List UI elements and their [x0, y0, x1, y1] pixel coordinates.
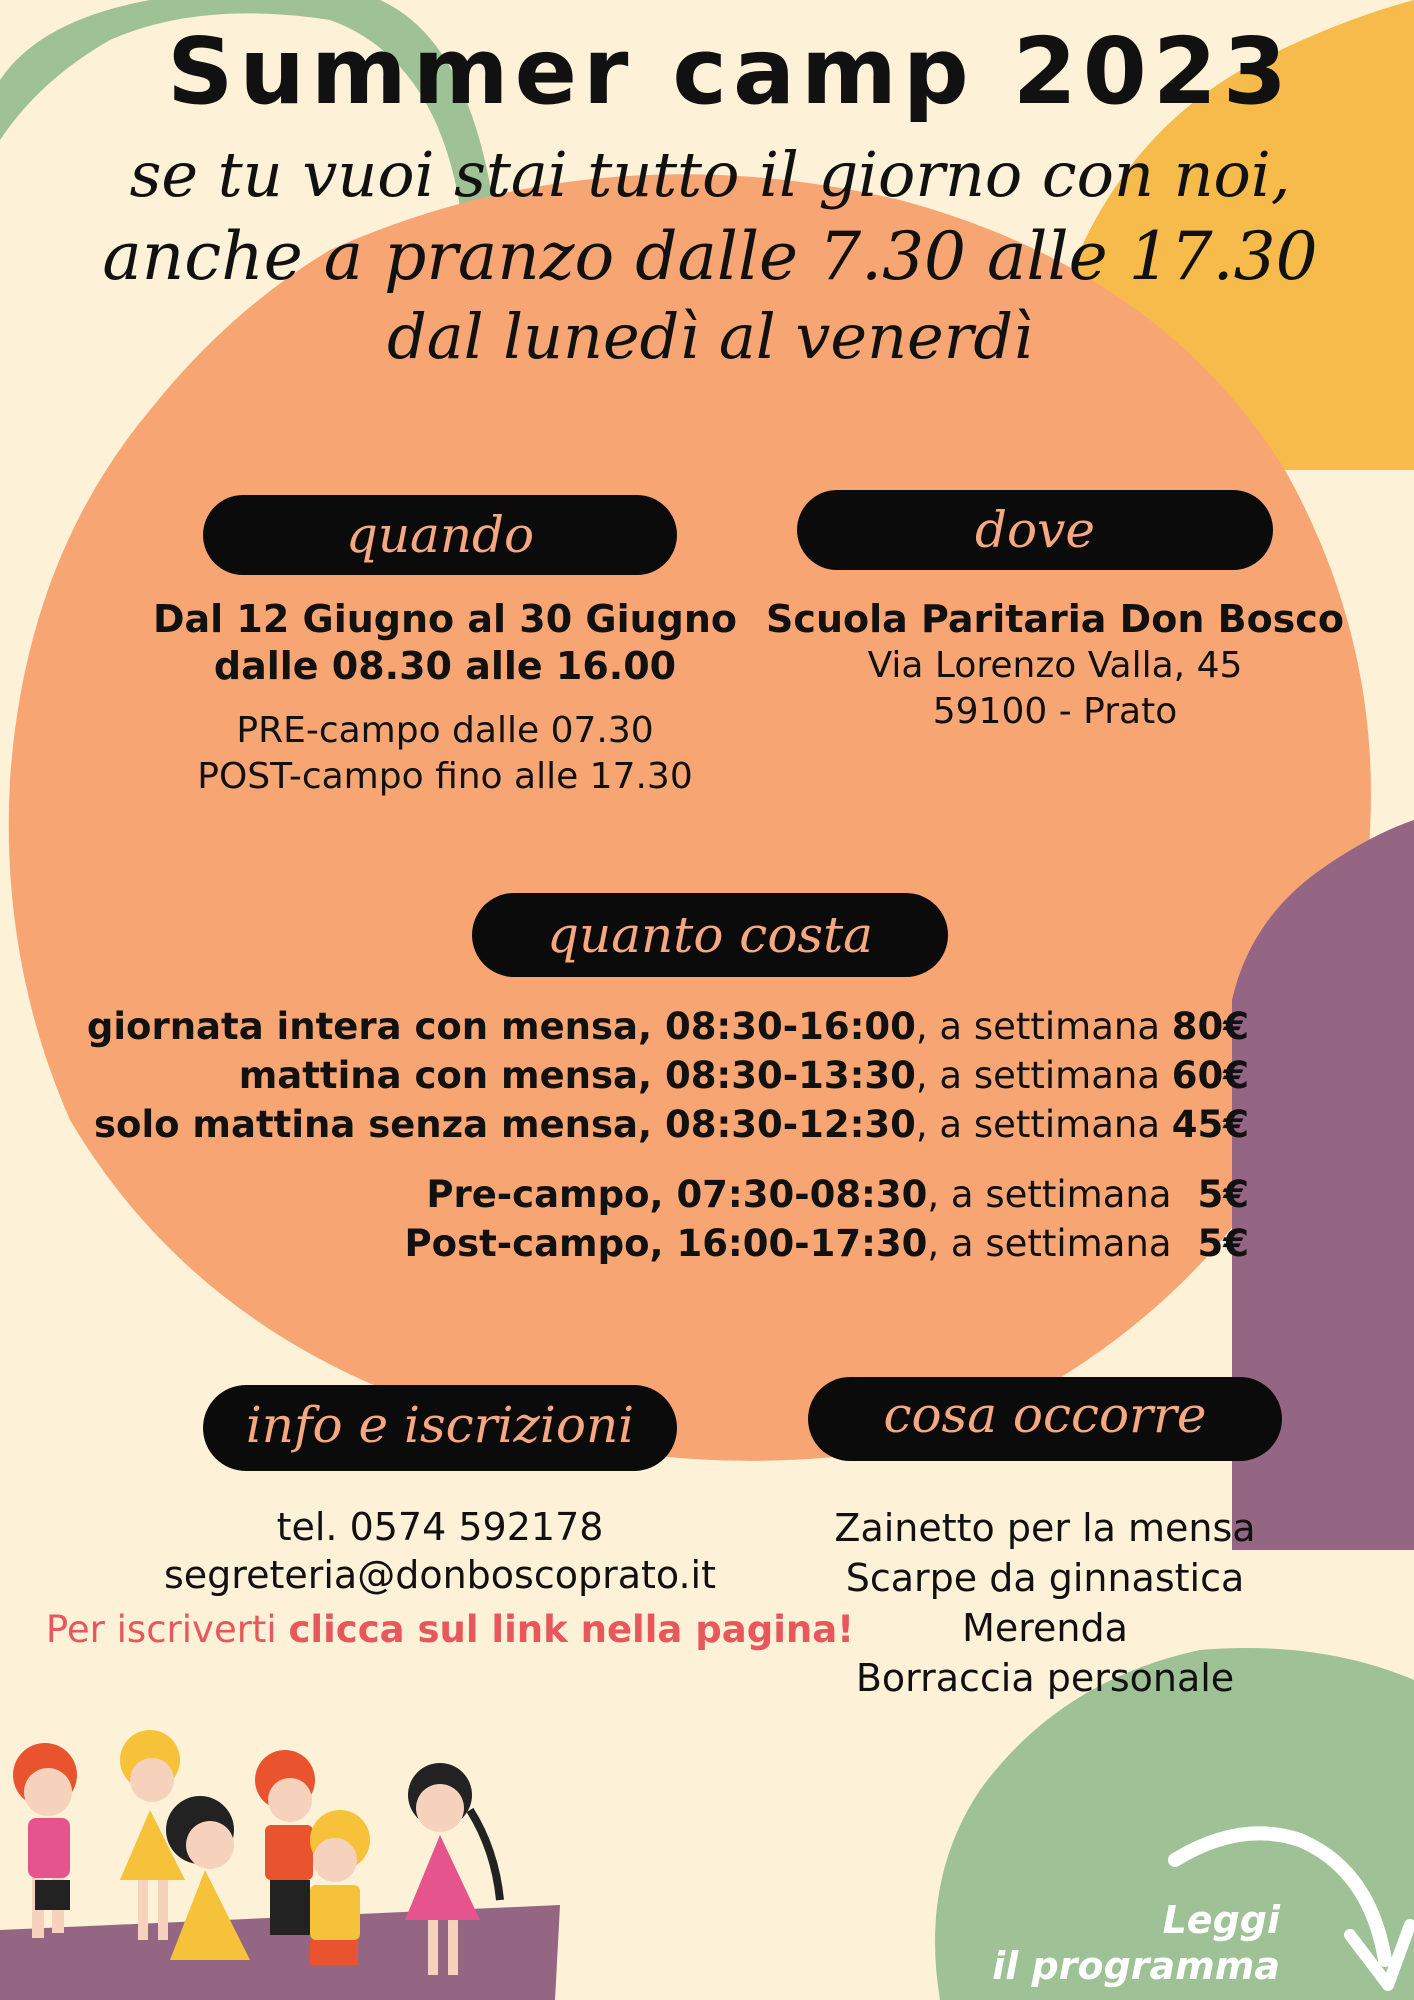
register-prefix: Per iscriverti — [45, 1608, 289, 1651]
quando-dates: Dal 12 Giugno al 30 Giugno — [152, 597, 738, 641]
quando-post: POST-campo fino alle 17.30 — [197, 756, 693, 797]
price-period: , a settimana — [915, 1054, 1172, 1097]
cta-line-2: il programma — [992, 1944, 1280, 1988]
needs-list — [800, 1503, 1290, 1703]
subtitle-line-3: dal lunedì al venerdì — [387, 300, 1033, 373]
quando-heading-pill — [203, 495, 677, 575]
info-tel[interactable]: tel. 0574 592178 — [276, 1505, 604, 1549]
list-item: Borraccia personale — [855, 1656, 1235, 1700]
info-email[interactable]: segreteria@donboscoprato.it — [163, 1553, 717, 1597]
dove-school: Scuola Paritaria Don Bosco — [766, 597, 1344, 641]
price-row — [87, 1002, 1249, 1051]
price-row — [426, 1170, 1249, 1219]
price-label: Pre-campo, 07:30-08:30 — [426, 1173, 928, 1216]
info-heading-pill — [203, 1385, 677, 1471]
price-period: , a settimana — [915, 1005, 1172, 1048]
needs-heading-pill — [808, 1377, 1282, 1461]
dove-street: Via Lorenzo Valla, 45 — [867, 645, 1243, 686]
dove-city: 59100 - Prato — [932, 691, 1178, 732]
quando-heading: quando — [345, 506, 535, 564]
list-item: Zainetto per la mensa — [834, 1506, 1256, 1550]
list-item: Scarpe da ginnastica — [845, 1556, 1245, 1600]
quando-section — [130, 596, 760, 800]
price-label: Post-campo, 16:00-17:30 — [404, 1222, 928, 1265]
price-row — [405, 1219, 1249, 1268]
costs-heading-pill — [472, 893, 948, 977]
subtitle-line-1: se tu vuoi stai tutto il giorno con noi, — [129, 138, 1291, 211]
needs-heading: cosa occorre — [883, 1386, 1207, 1444]
price-value: 45€ — [1171, 1103, 1249, 1146]
price-row — [94, 1100, 1249, 1149]
price-period: , a settimana — [915, 1103, 1172, 1146]
price-value: 5€ — [1197, 1222, 1249, 1265]
subtitle-line-2: anche a pranzo dalle 7.30 alle 17.30 — [102, 218, 1318, 295]
register-line — [40, 1608, 860, 1651]
quando-hours: dalle 08.30 alle 16.00 — [213, 644, 677, 688]
dove-heading-pill — [797, 490, 1273, 570]
children-illustration — [0, 1730, 520, 2000]
price-value: 60€ — [1171, 1054, 1249, 1097]
read-program-link[interactable] — [960, 1897, 1280, 1989]
dove-heading: dove — [975, 501, 1095, 559]
price-label: mattina con mensa, 08:30-13:30 — [238, 1054, 916, 1097]
price-period: , a settimana — [927, 1222, 1172, 1265]
price-label: giornata intera con mensa, 08:30-16:00 — [86, 1005, 916, 1048]
quando-pre: PRE-campo dalle 07.30 — [236, 710, 654, 751]
price-period: , a settimana — [927, 1173, 1172, 1216]
cta-line-1: Leggi — [1162, 1898, 1280, 1942]
register-link[interactable]: clicca sul link nella pagina! — [288, 1608, 855, 1651]
info-heading: info e iscrizioni — [245, 1396, 635, 1454]
list-item: Merenda — [962, 1606, 1128, 1650]
dove-section — [760, 596, 1350, 735]
price-label: solo mattina senza mensa, 08:30-12:30 — [94, 1103, 916, 1146]
price-value: 80€ — [1171, 1005, 1249, 1048]
price-value: 5€ — [1197, 1173, 1249, 1216]
info-section — [100, 1503, 780, 1599]
page-title: Summer camp 2023 — [167, 18, 1293, 125]
costs-heading: quanto costa — [547, 906, 873, 964]
price-row — [239, 1051, 1249, 1100]
